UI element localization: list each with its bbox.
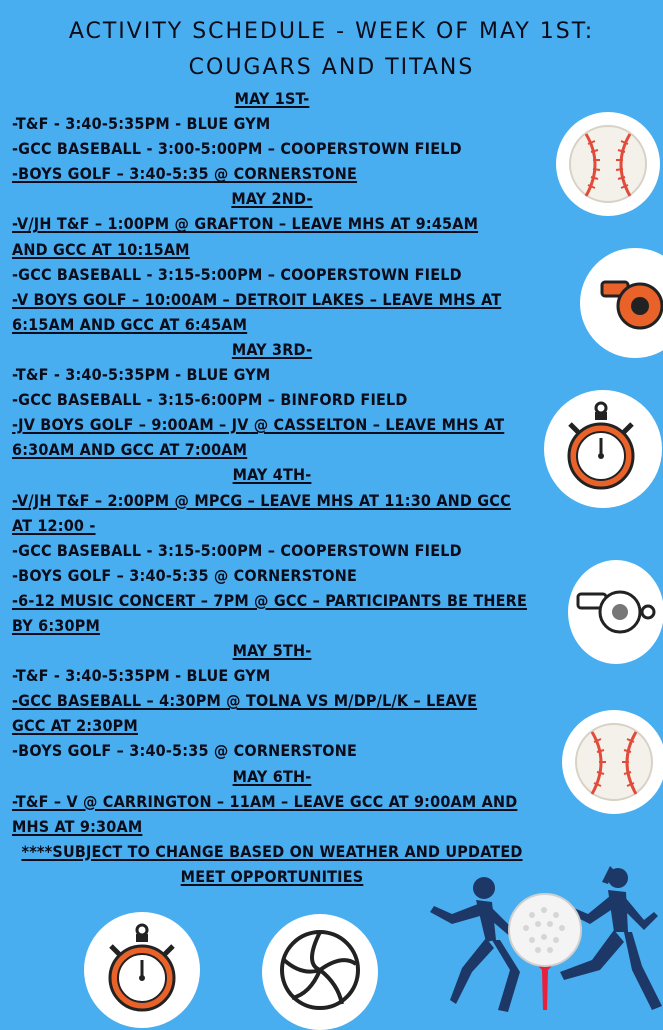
schedule-line: -GCC BASEBALL - 3:00-5:00PM – COOPERSTOWN FIELD	[12, 139, 462, 159]
schedule-line: -BOYS GOLF – 3:40-5:35 @ CORNERSTONE	[12, 741, 358, 761]
whistle-icon	[568, 560, 663, 664]
schedule-line: -JV BOYS GOLF – 9:00AM – JV @ CASSELTON – LEAVE MHS AT	[12, 415, 505, 435]
page-title	[0, 14, 663, 86]
schedule-line: MHS AT 9:30AM	[12, 816, 143, 836]
runners-golf-ball-icon	[392, 860, 663, 1024]
schedule-line: -T&F - 3:40-5:35PM - BLUE GYM	[12, 114, 271, 134]
title-line-2: COUGARS AND TITANS	[188, 55, 475, 80]
schedule-line: -V/JH T&F – 2:00PM @ MPCG – LEAVE MHS AT 11:30 AND GCC	[12, 490, 511, 510]
baseball-icon	[562, 710, 663, 814]
baseball-icon	[556, 112, 660, 216]
schedule-line: -GCC BASEBALL – 4:30PM @ TOLNA VS M/DP/L/K – LEAVE	[12, 691, 478, 711]
disclaimer-note: ****SUBJECT TO CHANGE BASED ON WEATHER AND UPDATED	[21, 841, 523, 861]
schedule-line: -T&F - 3:40-5:35PM - BLUE GYM	[12, 365, 271, 385]
schedule-line: -BOYS GOLF – 3:40-5:35 @ CORNERSTONE	[12, 565, 358, 585]
schedule-line: -BOYS GOLF – 3:40-5:35 @ CORNERSTONE	[12, 164, 358, 184]
schedule-line: AND GCC AT 10:15AM	[12, 239, 190, 259]
schedule-line: -GCC BASEBALL - 3:15-5:00PM – COOPERSTOWN FIELD	[12, 264, 462, 284]
day-heading: MAY 5TH-	[232, 641, 312, 661]
day-heading: MAY 4TH-	[232, 465, 312, 485]
schedule-line: 6:15AM AND GCC AT 6:45AM	[12, 314, 248, 334]
volleyball-icon	[262, 914, 378, 1030]
schedule-line: AT 12:00 -	[12, 515, 96, 535]
day-heading: MAY 1ST-	[234, 89, 310, 108]
schedule-list	[12, 86, 572, 889]
schedule-line: -GCC BASEBALL - 3:15-5:00PM – COOPERSTOWN FIELD	[12, 540, 462, 560]
stopwatch-icon	[84, 912, 200, 1028]
day-heading: MAY 6TH-	[232, 766, 312, 786]
schedule-line: -T&F - 3:40-5:35PM - BLUE GYM	[12, 666, 271, 686]
day-heading: MAY 3RD-	[231, 339, 313, 359]
schedule-line: BY 6:30PM	[12, 615, 101, 635]
schedule-line: GCC AT 2:30PM	[12, 716, 138, 736]
disclaimer-note: MEET OPPORTUNITIES	[180, 866, 364, 886]
schedule-line: 6:30AM AND GCC AT 7:00AM	[12, 440, 248, 460]
schedule-line: -6-12 MUSIC CONCERT – 7PM @ GCC – PARTICIPANTS BE THERE	[12, 590, 527, 610]
schedule-line: -T&F – V @ CARRINGTON – 11AM – LEAVE GCC AT 9:00AM AND	[12, 791, 518, 811]
schedule-line: -V BOYS GOLF – 10:00AM – DETROIT LAKES – LEAVE MHS AT	[12, 289, 502, 309]
title-line-1: ACTIVITY SCHEDULE - WEEK OF MAY 1ST:	[68, 19, 595, 44]
stopwatch-icon	[544, 390, 662, 508]
whistle-icon	[580, 248, 663, 358]
schedule-line: -GCC BASEBALL - 3:15-6:00PM – BINFORD FIELD	[12, 390, 408, 410]
day-heading: MAY 2ND-	[231, 189, 313, 209]
schedule-line: -V/JH T&F – 1:00PM @ GRAFTON – LEAVE MHS AT 9:45AM	[12, 214, 479, 234]
